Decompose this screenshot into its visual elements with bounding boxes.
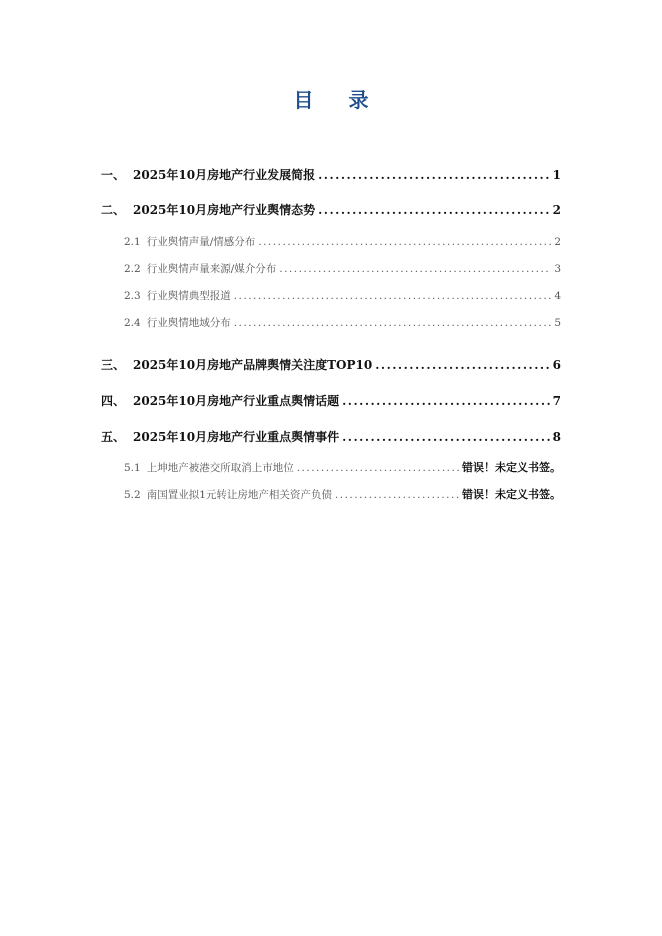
toc-entry-2-1[interactable] [124, 234, 561, 250]
dot-leader [234, 288, 552, 304]
toc-entry-label: 南国置业拟1元转让房地产相关资产负债 [146, 489, 332, 501]
toc-entry-page-error: 错误！未定义书签。 [462, 461, 561, 474]
toc-entry-page: 2 [552, 203, 561, 217]
toc-entry-page: 2 [554, 236, 561, 248]
toc-entry-number: 三、 [101, 358, 126, 372]
toc-entry-3[interactable] [101, 356, 561, 374]
toc-entry-label: 上坤地产被港交所取消上市地位 [146, 462, 294, 474]
dot-leader [342, 428, 550, 446]
toc-entry-label: 行业舆情声量/情感分布 [146, 236, 256, 248]
dot-leader [375, 356, 549, 374]
toc-entry-number: 二、 [101, 203, 126, 217]
toc-entry-label: 行业舆情地域分布 [146, 317, 231, 329]
toc-entry-page-error: 错误！未定义书签。 [462, 488, 561, 501]
toc-entry-2-2[interactable] [124, 261, 561, 277]
dot-leader [342, 392, 550, 410]
dot-leader [318, 166, 550, 184]
toc-entry-page: 6 [552, 358, 561, 372]
toc-entry-number: 一、 [101, 168, 126, 182]
toc-entry-label: 2025年10月房地产行业重点舆情事件 [133, 430, 340, 444]
toc-entry-page: 3 [554, 263, 561, 275]
toc-entry-5-2[interactable] [124, 487, 561, 503]
dot-leader [258, 234, 551, 250]
toc-entry-label: 2025年10月房地产行业舆情态势 [133, 203, 316, 217]
toc-entry-page: 7 [552, 394, 561, 408]
toc-entry-number: 2.1 [124, 236, 141, 248]
dot-leader [234, 315, 552, 331]
toc-entry-2-3[interactable] [124, 288, 561, 304]
toc-entry-2[interactable] [101, 201, 561, 219]
dot-leader [279, 261, 551, 277]
toc-entry-number: 2.4 [124, 317, 141, 329]
dot-leader [297, 460, 459, 476]
toc-entry-number: 五、 [101, 430, 126, 444]
toc-entry-4[interactable] [101, 392, 561, 410]
toc-entry-number: 2.3 [124, 290, 141, 302]
toc-entry-number: 四、 [101, 394, 126, 408]
toc-entry-page: 8 [552, 430, 561, 444]
toc-entry-number: 5.2 [124, 489, 141, 501]
toc-entry-page: 1 [552, 168, 561, 182]
toc-entry-label: 2025年10月房地产行业重点舆情话题 [133, 394, 340, 408]
toc-entry-5[interactable] [101, 428, 561, 446]
dot-leader [335, 487, 459, 503]
toc-entry-5-1[interactable] [124, 460, 561, 476]
toc-entry-page: 5 [554, 317, 561, 329]
toc-entry-2-4[interactable] [124, 315, 561, 331]
toc-entry-label: 行业舆情声量来源/媒介分布 [146, 263, 277, 275]
toc-entry-number: 2.2 [124, 263, 141, 275]
toc-entry-label: 2025年10月房地产品牌舆情关注度TOP10 [133, 358, 373, 372]
dot-leader [318, 201, 550, 219]
toc-title: 目 录 [293, 88, 383, 112]
toc-entry-number: 5.1 [124, 462, 141, 474]
toc-entry-page: 4 [554, 290, 561, 302]
toc-entry-label: 2025年10月房地产行业发展简报 [133, 168, 316, 182]
toc-entry-label: 行业舆情典型报道 [146, 290, 231, 302]
toc-entry-1[interactable] [101, 166, 561, 184]
